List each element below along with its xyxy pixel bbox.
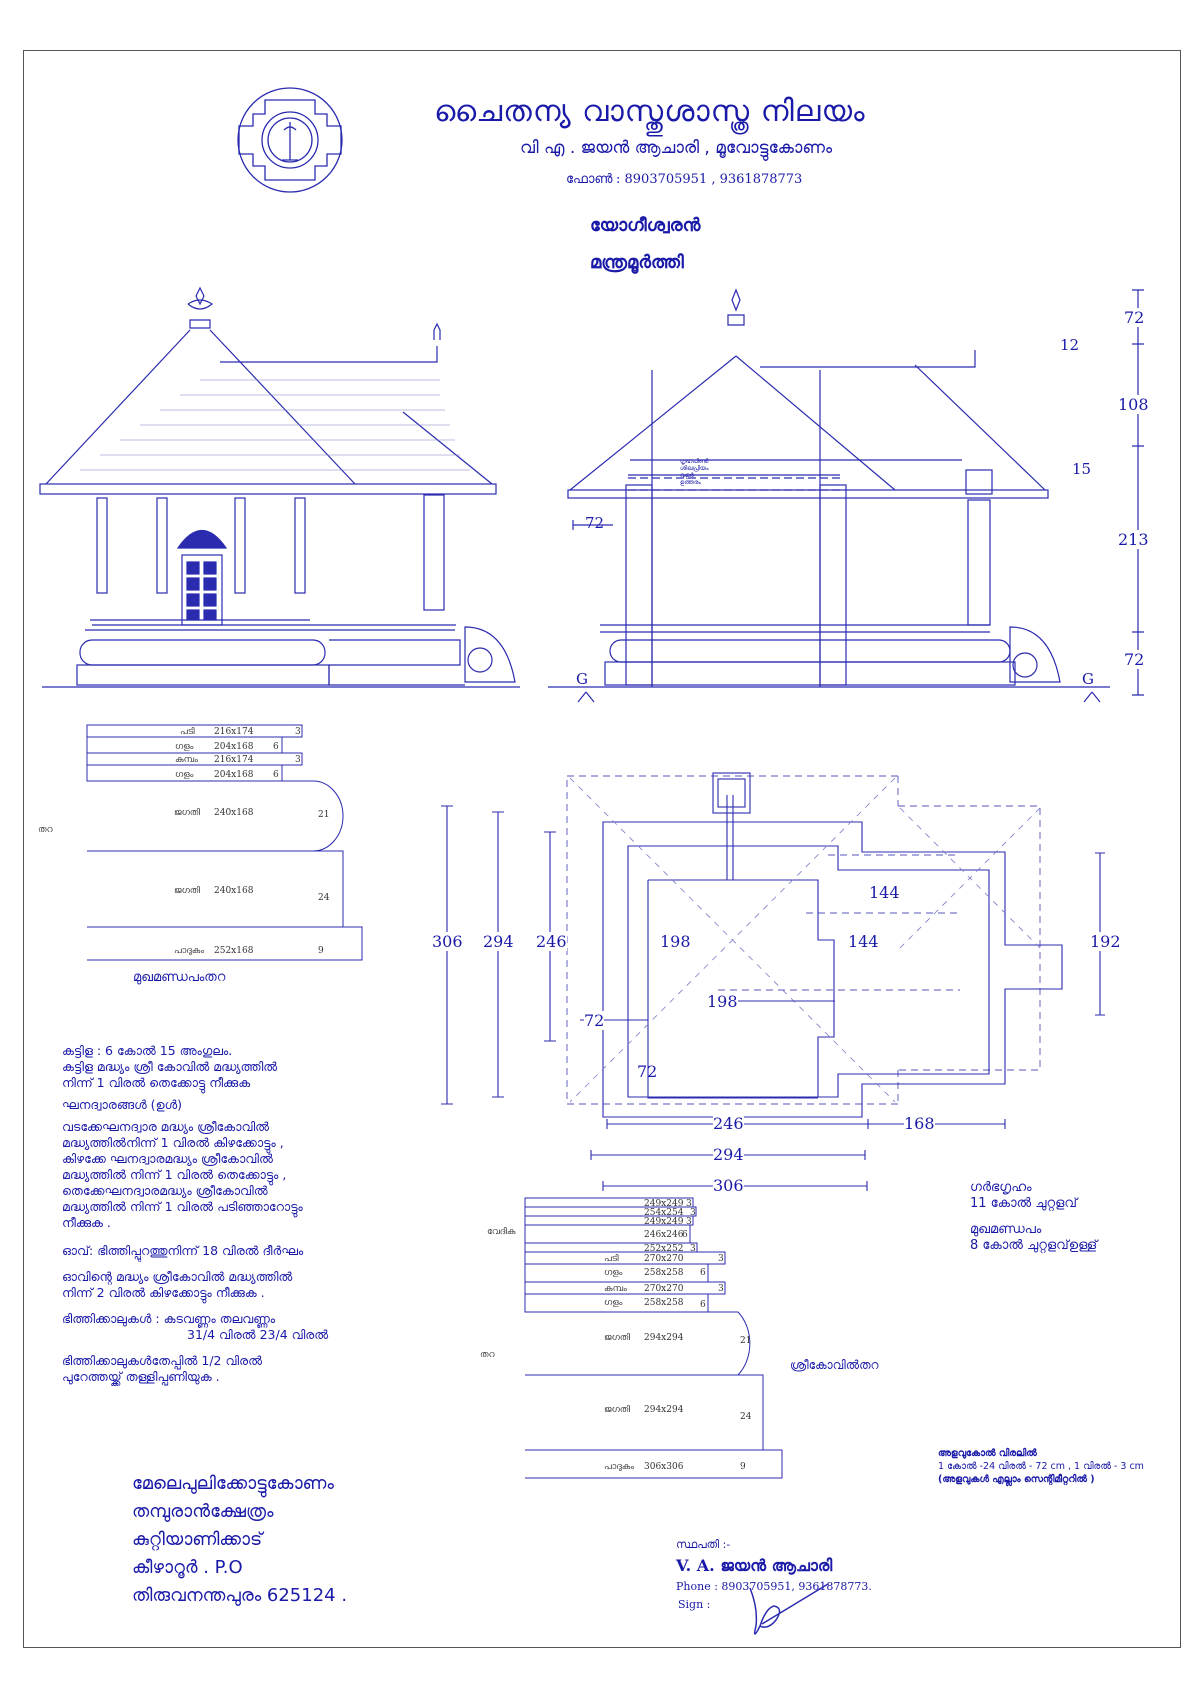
mandapa-row-height: 3 (295, 755, 301, 765)
note-line: തെക്കേഘനദ്വാരമദ്ധ്യം ശ്രീകോവിൽ (62, 1183, 268, 1198)
mandapa-side-label: തറ (38, 825, 53, 835)
sanctum-row-size: 270x270 (644, 1284, 684, 1294)
mandapa-row-name: പാദുകം (174, 946, 205, 956)
dim-height-213: 213 (1118, 530, 1149, 549)
sanctum-row-height: 6 (700, 1268, 706, 1278)
plan-dim-168-bottom: 168 (904, 1114, 935, 1133)
mandapa-row-height: 6 (273, 770, 279, 780)
address-line: തിരുവനന്തപുരം 625124 . (132, 1585, 348, 1606)
note-line: മദ്ധ്യത്തിൽ നിന്ന് 1 വിരൽ പടിഞ്ഞാറോട്ടും (62, 1199, 303, 1214)
architect-name: വി എ . ജയൻ ആചാരി , മൂവോട്ടുകോണം (520, 138, 833, 158)
plan-dim-192: 192 (1090, 932, 1121, 951)
vedika-row-size: 246x246 (644, 1230, 684, 1240)
phone-value: : 8903705951 , 9361878773 (616, 172, 803, 187)
vedika-row-height: 3 (686, 1199, 692, 1209)
note-line: നിന്ന് 2 വിരൽ കിഴക്കോട്ടും നീക്കുക . (62, 1285, 265, 1300)
mandapa-row-name: ഗളം (175, 742, 194, 752)
mandapa-row-size: 240x168 (214, 886, 254, 896)
sanctum-row-height: 6 (700, 1300, 706, 1310)
vedika-row-size: 249x249 (644, 1199, 684, 1209)
sanctum-row-size: 294x294 (644, 1405, 684, 1415)
vedika-label: വേദിക (487, 1227, 516, 1237)
measure-title: അളവുകോൽ വിരലിൽ (938, 1448, 1037, 1459)
note-line: മദ്ധ്യത്തിൽനിന്ന് 1 വിരൽ കിഴക്കോട്ടും , (62, 1135, 284, 1150)
sanctum-row-height: 24 (740, 1412, 752, 1422)
plan-dim-144-mid: 144 (848, 932, 879, 951)
mandapa-row-size: 216x174 (214, 727, 254, 737)
mandapa-base-caption: മുഖമണ്ഡപംതറ (133, 970, 226, 985)
plan-dim-144-top: 144 (869, 883, 900, 902)
deity-name: യോഗീശ്വരൻ (590, 215, 701, 236)
sthapathi-label: സ്ഥപതി :- (676, 1538, 731, 1551)
address-line: കുറ്റിയാണിക്കാട് (132, 1529, 263, 1550)
note-line: ഓവ്: ഭിത്തിപ്പുറത്തുനിന്ന് 18 വിരൽ ദീർഘം (62, 1243, 304, 1258)
plan-dim-246-left: 246 (536, 932, 567, 951)
sanctum-row-name: ഗളം (604, 1268, 623, 1278)
sanctum-row-name: ഗളം (604, 1298, 623, 1308)
sanctum-row-height: 3 (718, 1254, 724, 1264)
mandapa-row-name: പടി (180, 727, 195, 737)
note-line: കട്ടിള മദ്ധ്യം ശ്രീ കോവിൽ മദ്ധ്യത്തിൽ (62, 1059, 278, 1074)
note-line: ഭിത്തിക്കാലുകൾ : കടവണ്ണം തലവണ്ണം (62, 1311, 276, 1326)
mukhamandapa-title: മുഖമണ്ഡപം (970, 1222, 1042, 1237)
sanctum-row-height: 21 (740, 1336, 752, 1346)
sanctum-row-name: കമ്പം (604, 1284, 627, 1294)
mukhamandapa-value: 8 കോൽ ചുറ്റളവ്ഉള്ള് (970, 1238, 1098, 1253)
plan-dim-306-left: 306 (432, 932, 463, 951)
vedika-row-height: 3 (690, 1208, 696, 1218)
vedika-row-height: 6 (682, 1230, 688, 1240)
plan-dim-72-left: 72 (584, 1011, 605, 1030)
dim-height-72-bottom: 72 (1124, 650, 1145, 669)
section-label: ഉത്തരം (680, 479, 701, 486)
sanctum-row-size: 270x270 (644, 1254, 684, 1264)
ground-marker-left: G (576, 670, 588, 688)
note-line: നീക്കുക . (62, 1215, 111, 1230)
vedika-row-size: 252x252 (644, 1244, 684, 1254)
sanctum-row-height: 9 (740, 1462, 746, 1472)
sign-label: Sign : (678, 1598, 711, 1611)
garbhagriha-value: 11 കോൽ ചുറ്റളവ് (970, 1196, 1077, 1211)
sanctum-base-caption: ശ്രീകോവിൽതറ (790, 1358, 879, 1372)
sanctum-row-name: പടി (604, 1254, 619, 1264)
sanctum-row-size: 258x258 (644, 1298, 684, 1308)
sanctum-row-size: 258x258 (644, 1268, 684, 1278)
note-line: ഘനദ്വാരങ്ങൾ (ഉൾ) (62, 1097, 182, 1112)
vedika-row-size: 249x249 (644, 1217, 684, 1227)
note-line: 31/4 വിരൽ 23/4 വിരൽ (187, 1327, 329, 1342)
plan-dim-198-horizontal: 198 (707, 992, 738, 1011)
dim-height-72-top: 72 (1124, 308, 1145, 327)
mandapa-row-name: ജഗതി (174, 886, 200, 896)
address-line: മേലെപുലിക്കോട്ടുകോണം (132, 1473, 334, 1494)
dim-height-108: 108 (1118, 395, 1149, 414)
mandapa-row-size: 204x168 (214, 770, 254, 780)
sanctum-row-name: ജഗതി (604, 1405, 630, 1415)
mandapa-row-height: 21 (318, 810, 330, 820)
plan-dim-246-bottom: 246 (713, 1114, 744, 1133)
mandapa-row-name: ജഗതി (174, 808, 200, 818)
plan-dim-294-left: 294 (483, 932, 514, 951)
plan-dim-294-bottom: 294 (713, 1145, 744, 1164)
sthapathi-phone: Phone : 8903705951, 9361878773. (676, 1580, 872, 1593)
mandapa-row-size: 252x168 (214, 946, 254, 956)
mandapa-row-height: 3 (295, 727, 301, 737)
mandapa-row-size: 204x168 (214, 742, 254, 752)
ground-marker-right: G (1082, 670, 1094, 688)
vedika-row-height: 3 (686, 1217, 692, 1227)
garbhagriha-title: ഗർഭഗൃഹം (970, 1180, 1032, 1195)
sanctum-side-label: തറ (480, 1350, 495, 1360)
dim-72-side: 72 (585, 514, 605, 532)
measure-line: 1 കോൽ -24 വിരൽ - 72 cm , 1 വിരൽ - 3 cm (938, 1461, 1144, 1472)
plan-dim-198-vertical: 198 (660, 932, 691, 951)
vedika-row-size: 254x254 (644, 1208, 684, 1218)
note-line: ഓവിന്റെ മദ്ധ്യം ശ്രീകോവിൽ മദ്ധ്യത്തിൽ (62, 1269, 293, 1284)
note-line: കിഴക്കേ ഘനദ്വാരമദ്ധ്യം ശ്രീകോവിൽ (62, 1151, 273, 1166)
dim-15: 15 (1072, 460, 1092, 478)
note-line: കട്ടിള : 6 കോൽ 15 അംഗുലം. (62, 1043, 233, 1058)
sanctum-row-name: ജഗതി (604, 1333, 630, 1343)
note-line: വടക്കേഘനദ്വാര മദ്ധ്യം ശ്രീകോവിൽ (62, 1119, 270, 1134)
deity-type: മന്ത്രമൂർത്തി (590, 252, 684, 273)
plan-dim-306-bottom: 306 (713, 1176, 744, 1195)
address-line: തമ്പുരാൻക്ഷേത്രം (132, 1501, 274, 1522)
address-line: കീഴാറൂർ . P.O (132, 1557, 243, 1578)
plan-dim-72-bottom: 72 (637, 1062, 658, 1081)
vedika-row-height: 3 (690, 1244, 696, 1254)
sthapathi-name: V. A. ജയൻ ആചാരി (676, 1556, 833, 1575)
mandapa-row-height: 24 (318, 893, 330, 903)
note-line: ഭിത്തിക്കാലുകൾതേപ്പിൽ 1/2 വിരൽ (62, 1353, 263, 1368)
section-label: ശിഖപ്രിയം (680, 465, 709, 472)
mandapa-row-height: 9 (318, 946, 324, 956)
mandapa-row-name: ഗളം (175, 770, 194, 780)
sanctum-row-size: 306x306 (644, 1462, 684, 1472)
mandapa-row-height: 6 (273, 742, 279, 752)
measure-line: (അളവുകൾ എല്ലാം സെന്റിമീറ്ററിൽ ) (938, 1474, 1095, 1485)
sanctum-row-height: 3 (718, 1284, 724, 1294)
sanctum-row-size: 294x294 (644, 1333, 684, 1343)
phone-label: ഫോൺ (566, 172, 613, 187)
mandapa-row-size: 216x174 (214, 755, 254, 765)
mandapa-row-name: കമ്പം (175, 755, 198, 765)
section-label: വളർ (680, 472, 694, 479)
sanctum-row-name: പാദുകം (604, 1462, 635, 1472)
section-label: ഗൃഹപിണ്ടി (680, 458, 709, 465)
office-title: ചൈതന്യ വാസ്തുശാസ്ത്ര നിലയം (434, 94, 866, 129)
mandapa-row-size: 240x168 (214, 808, 254, 818)
note-line: പുറേത്തയ്ക്ക് തള്ളിപ്പണിയുക . (62, 1369, 220, 1384)
note-line: മദ്ധ്യത്തിൽ നിന്ന് 1 വിരൽ തെക്കോട്ടും , (62, 1167, 287, 1182)
dim-12: 12 (1060, 336, 1080, 354)
note-line: നിന്ന് 1 വിരൽ തെക്കോട്ടു നീക്കുക (62, 1075, 251, 1090)
